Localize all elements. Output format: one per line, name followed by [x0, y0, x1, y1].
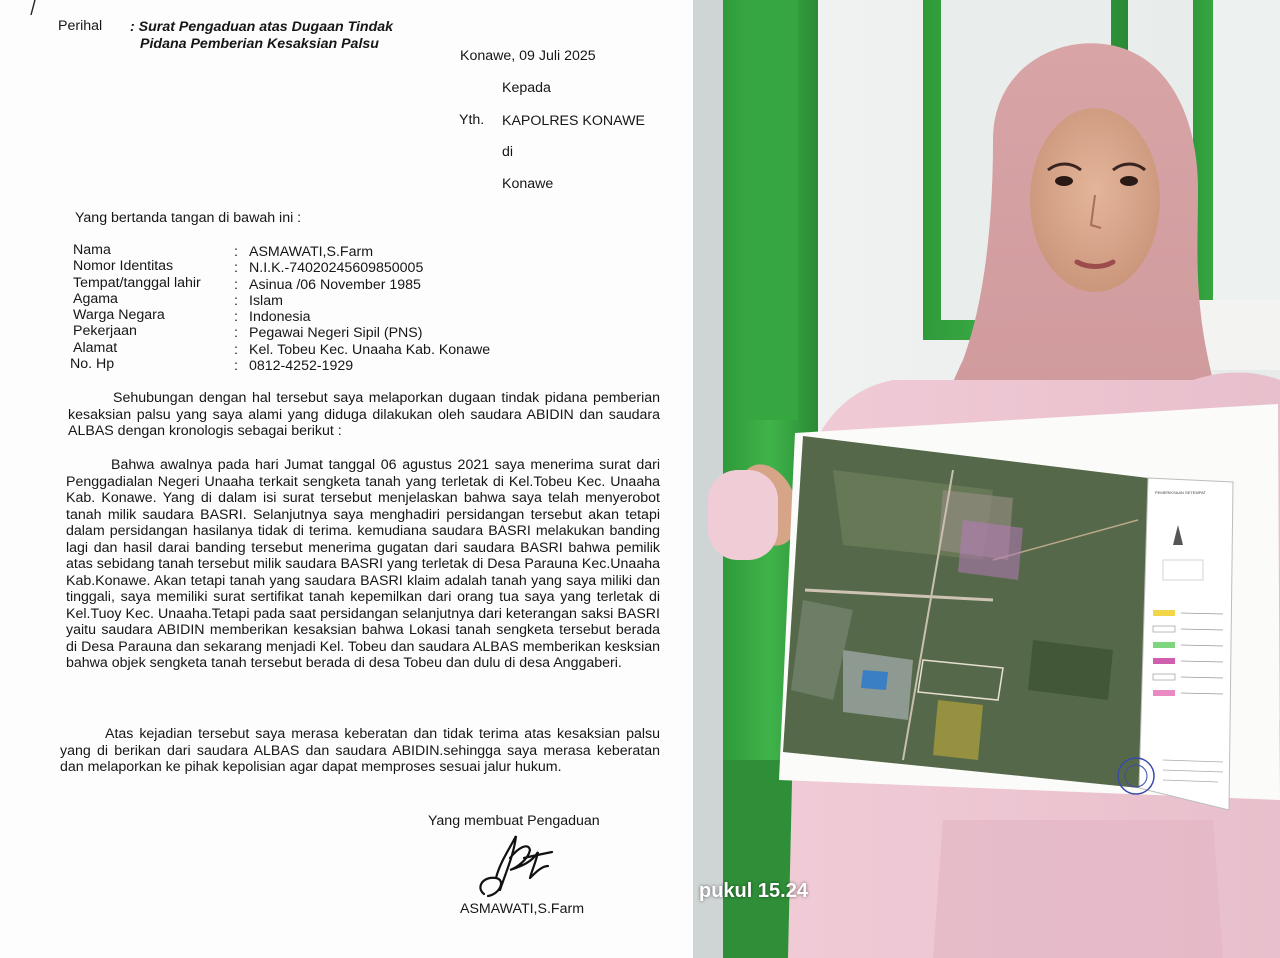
handwritten-signature — [470, 828, 570, 904]
paragraph-objection: Atas kejadian tersebut saya merasa keberatan dan tidak terima atas kesaksian palsu yang di berikan dari saudara ALBAS dan saudara ABIDIN.sehingga saya merasa keberatan dan melaporkan ke pihak kepolisian agar dapat memproses sesuai jalur hukum. — [60, 726, 660, 775]
identity-value: Asinua /06 November 1985 — [249, 277, 421, 293]
recipient-di: di — [502, 144, 514, 160]
intro-text: Yang bertanda tangan di bawah ini : — [75, 210, 302, 226]
recipient-name: KAPOLRES KONAWE — [502, 113, 645, 129]
identity-label: Nomor Identitas — [73, 258, 174, 274]
identity-label: Tempat/tanggal lahir — [73, 275, 201, 291]
perihal-subject-line2: Pidana Pemberian Kesaksian Palsu — [140, 36, 379, 52]
closing-text: Yang membuat Pengaduan — [428, 813, 600, 829]
identity-value: N.I.K.-74020245609850005 — [249, 260, 424, 276]
identity-colon: : — [234, 342, 238, 358]
legend-swatch — [1153, 642, 1175, 648]
identity-colon: : — [234, 260, 238, 276]
identity-label: Pekerjaan — [73, 323, 137, 339]
photo-scene — [693, 0, 1280, 958]
identity-value: Pegawai Negeri Sipil (PNS) — [249, 325, 423, 341]
photo-woman-holding-map — [693, 0, 1280, 958]
identity-value: Islam — [249, 293, 283, 309]
perihal-label: Perihal — [58, 18, 103, 34]
recipient-yth: Yth. — [459, 112, 485, 128]
identity-value: ASMAWATI,S.Farm — [249, 244, 374, 260]
identity-label: Warga Negara — [73, 307, 165, 323]
identity-colon: : — [234, 358, 238, 374]
identity-colon: : — [234, 277, 238, 293]
identity-colon: : — [234, 325, 238, 341]
margin-mark — [28, 0, 38, 16]
map-legend-title: PEMERIKSAAN SETEMPAT — [1155, 490, 1206, 495]
identity-colon: : — [234, 293, 238, 309]
identity-colon: : — [234, 244, 238, 260]
land-map-printout — [779, 404, 1280, 810]
recipient-kepada: Kepada — [502, 80, 551, 96]
identity-label: Nama — [73, 242, 111, 258]
identity-value: Indonesia — [249, 309, 311, 325]
legend-swatch — [1153, 610, 1175, 616]
recipient-city: Konawe — [502, 176, 554, 192]
paragraph-report: Sehubungan dengan hal tersebut saya melaporkan dugaan tindak pidana pemberian kesaksian palsu yang saya alami yang diduga dilakukan oleh saudara ABIDIN dan saudara ALBAS dengan kronologis sebagai berikut : — [68, 390, 660, 439]
perihal-subject-line1: : Surat Pengaduan atas Dugaan Tindak — [130, 19, 394, 35]
identity-label: No. Hp — [70, 356, 115, 372]
identity-value: 0812-4252-1929 — [249, 358, 354, 374]
legend-swatch — [1153, 690, 1175, 696]
legend-swatch — [1153, 674, 1175, 680]
legend-swatch — [1153, 626, 1175, 632]
identity-label: Alamat — [73, 340, 118, 356]
identity-label: Agama — [73, 291, 118, 307]
paragraph-chronology: Bahwa awalnya pada hari Jumat tanggal 06 agustus 2021 saya menerima surat dari Penggadialan Negeri Unaaha terkait sengketa tanah yang terletak di Kel.Tobeu Kec. Unaaha Kab. Konawe. Yang di dalam isi surat tersebut menjelaskan bahwa saya telah menyerobot tanah milik saudara BASRI. Selanjutnya saya menghadiri persidangan tersebut akan tetapi dalam persidangan hasilanya tidak di terima. kemudiana saudara BASRI melakukan banding lagi dan hasil darai banding tersebut menerima gugatan dari saudara BASRI bahwa pemilik atas sebidang tanah tersebut milik saudara BASRI yang terletak di Desa Parauna Kec.Unaaha Kab.Konawe. Akan tetapi tanah yang saudara BASRI klaim adalah tanah yang saya miliki dan tinggali, saya memiliki surat sertifikat tanah kepemilkan dari orang tua saya yang terletak di Kel.Tuoy Kec. Unaaha.Tetapi pada saat persidangan selanjutnya dari keterangan saksi BASRI yaitu saudara ABIDIN memberikan kesaksian bahwa Lokasi tanah sengketa tersebut berada di Desa Parauna dan sekarang menjadi Kel. Tobeu dan saudara ALBAS memberikan kesksian bahwa objek sengketa tanah tersebut berada di desa Tobeu dan dulu di desa Anggaberi. — [66, 457, 660, 671]
place-date: Konawe, 09 Juli 2025 — [460, 48, 596, 64]
identity-value: Kel. Tobeu Kec. Unaaha Kab. Konawe — [249, 342, 491, 358]
identity-colon: : — [234, 309, 238, 325]
photo-timestamp-caption: pukul 15.24 — [699, 880, 808, 902]
signer-name: ASMAWATI,S.Farm — [460, 901, 585, 917]
legend-swatch — [1153, 658, 1175, 664]
